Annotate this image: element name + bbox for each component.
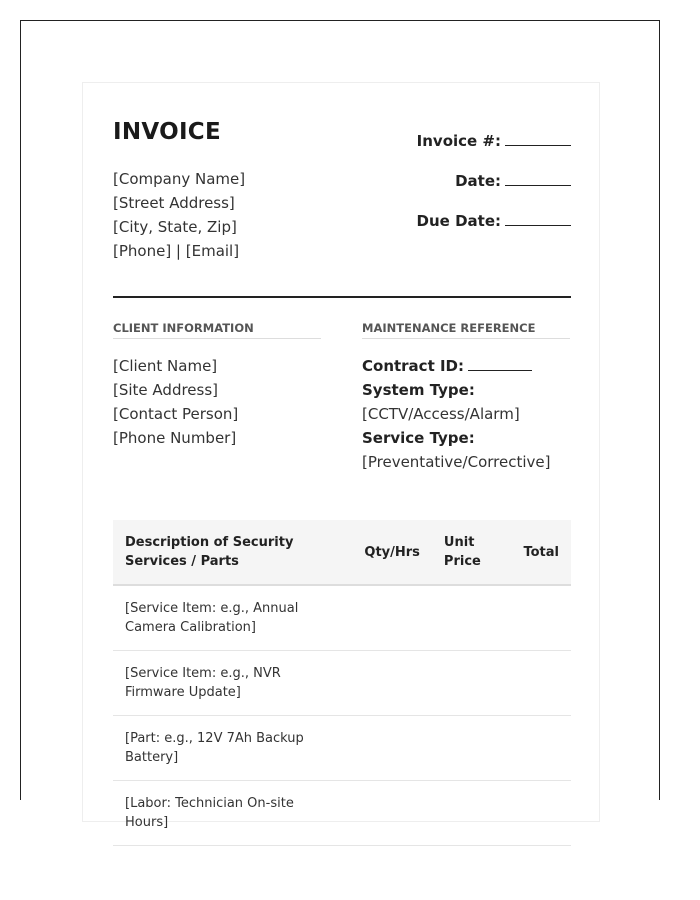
due-date-blank[interactable] bbox=[505, 211, 571, 226]
company-name: [Company Name] bbox=[113, 170, 246, 188]
header-description: Description of Security Services / Parts bbox=[113, 520, 352, 585]
row-total[interactable] bbox=[511, 585, 571, 651]
maintenance-info bbox=[362, 354, 550, 474]
invoice-number-field[interactable] bbox=[417, 131, 571, 171]
table-row bbox=[113, 716, 571, 781]
row-qty[interactable] bbox=[352, 716, 432, 781]
client-info bbox=[113, 354, 238, 450]
client-contact-person: [Contact Person] bbox=[113, 405, 239, 423]
invoice-sheet bbox=[82, 82, 600, 830]
row-description: [Service Item: e.g., NVR Firmware Update] bbox=[113, 651, 352, 716]
client-phone: [Phone Number] bbox=[113, 429, 237, 447]
row-unit-price[interactable] bbox=[432, 781, 511, 846]
line-items-table bbox=[113, 520, 571, 846]
due-date-field[interactable] bbox=[417, 211, 571, 251]
row-total[interactable] bbox=[511, 651, 571, 716]
client-site-address: [Site Address] bbox=[113, 381, 219, 399]
header-qty: Qty/Hrs bbox=[352, 520, 432, 585]
company-contact: [Phone] | [Email] bbox=[113, 242, 240, 260]
row-qty[interactable] bbox=[352, 585, 432, 651]
date-field[interactable] bbox=[417, 171, 571, 211]
client-section-title: CLIENT INFORMATION bbox=[113, 321, 321, 339]
service-type-label: Service Type: bbox=[362, 429, 475, 447]
header-total: Total bbox=[511, 520, 571, 585]
client-name: [Client Name] bbox=[113, 357, 218, 375]
table-row bbox=[113, 585, 571, 651]
header-unit-price: Unit Price bbox=[432, 520, 511, 585]
header-divider bbox=[113, 296, 571, 298]
contract-id-blank[interactable] bbox=[468, 356, 532, 371]
row-qty[interactable] bbox=[352, 781, 432, 846]
invoice-number-label: Invoice #: bbox=[416, 132, 501, 150]
system-type-value: [CCTV/Access/Alarm] bbox=[362, 405, 520, 423]
row-description: [Labor: Technician On-site Hours] bbox=[113, 781, 352, 846]
page-frame bbox=[20, 20, 660, 830]
company-info bbox=[113, 167, 245, 263]
row-unit-price[interactable] bbox=[432, 716, 511, 781]
company-city: [City, State, Zip] bbox=[113, 218, 237, 236]
table-header-row bbox=[113, 520, 571, 585]
invoice-meta bbox=[417, 131, 571, 251]
row-description: [Part: e.g., 12V 7Ah Backup Battery] bbox=[113, 716, 352, 781]
date-label: Date: bbox=[455, 172, 501, 190]
invoice-title: INVOICE bbox=[113, 119, 222, 145]
row-qty[interactable] bbox=[352, 651, 432, 716]
invoice-number-blank[interactable] bbox=[505, 131, 571, 146]
table-row bbox=[113, 781, 571, 846]
table-row bbox=[113, 651, 571, 716]
contract-id-label: Contract ID: bbox=[362, 357, 464, 375]
date-blank[interactable] bbox=[505, 171, 571, 186]
row-unit-price[interactable] bbox=[432, 651, 511, 716]
service-type-value: [Preventative/Corrective] bbox=[362, 453, 551, 471]
contract-id-field[interactable] bbox=[362, 354, 550, 378]
system-type-label: System Type: bbox=[362, 381, 475, 399]
company-street: [Street Address] bbox=[113, 194, 235, 212]
row-total[interactable] bbox=[511, 781, 571, 846]
maintenance-section-title: MAINTENANCE REFERENCE bbox=[362, 321, 570, 339]
row-description: [Service Item: e.g., Annual Camera Calibration] bbox=[113, 585, 352, 651]
row-unit-price[interactable] bbox=[432, 585, 511, 651]
due-date-label: Due Date: bbox=[416, 212, 501, 230]
row-total[interactable] bbox=[511, 716, 571, 781]
